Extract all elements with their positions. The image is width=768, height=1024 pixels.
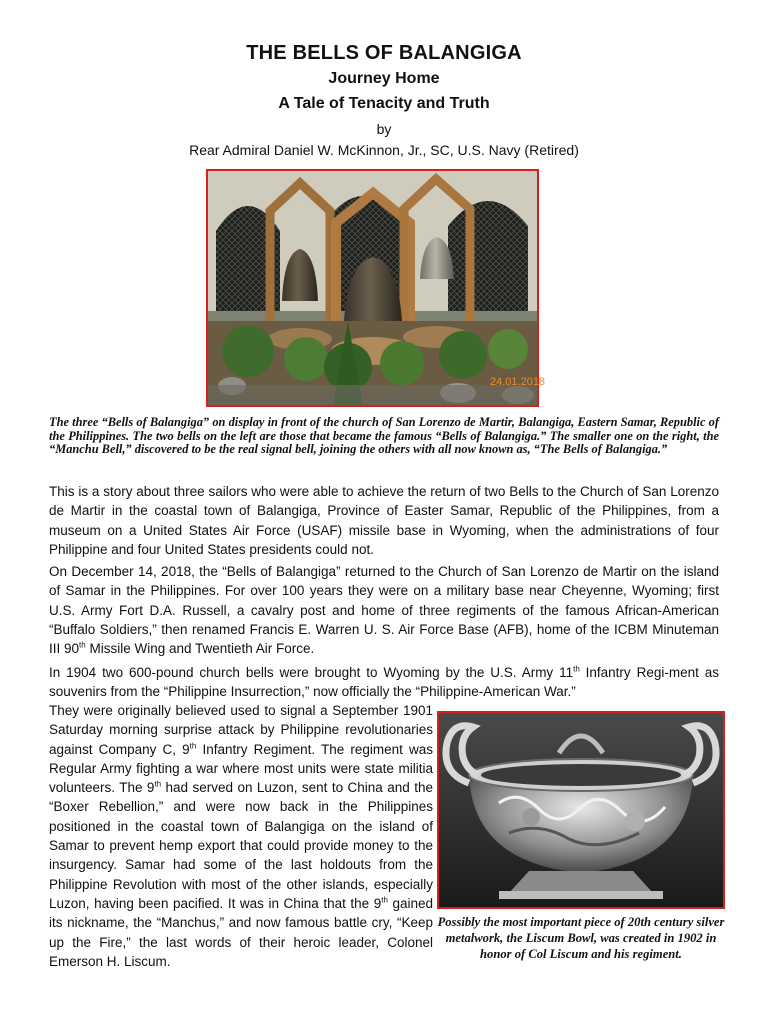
liscum-bowl-caption: Possibly the most important piece of 20th century silver metalwork, the Liscum Bowl, was created in 1902 in honor of Col Liscum and his regiment. bbox=[437, 915, 725, 961]
paragraph-return: On December 14, 2018, the “Bells of Balangiga” returned to the Church of San Lorenzo de Martir on the island of Samar in the Philippines. For over 100 years they were on a military base near Cheyenne, Wyoming; first U.S. Army Fort D.A. Russell, a cavalry post and home of three regiments of the famous African-American “Buffalo Soldiers,” then renamed Francis E. Warren U. S. Air Force Base (AFB), home of the ICBM Minuteman III 90th Missile Wing and Twentieth Air Force. bbox=[49, 564, 719, 657]
page-title: THE BELLS OF BALANGIGA bbox=[246, 42, 522, 64]
byline-by: by bbox=[376, 121, 392, 137]
bells-photo bbox=[206, 169, 546, 407]
paragraph-intro: This is a story about three sailors who were able to achieve the return of two Bells to the Church of San Lorenzo de Martir in the coastal town of Balangiga, Province of Easter Samar, Republic of the Philippines, from a museum on a United States Air Force (USAF) missile base in Wyoming, when the administrations of four Philippine and four United States presidents could not. bbox=[49, 484, 719, 557]
liscum-bowl-photo bbox=[437, 711, 725, 909]
liscum-bowl-illustration bbox=[439, 713, 723, 907]
author-name: Rear Admiral Daniel W. McKinnon, Jr., SC, U.S. Navy (Retired) bbox=[189, 142, 579, 158]
paragraph-1904: In 1904 two 600-pound church bells were brought to Wyoming by the U.S. Army 11th Infantry Regi-ment as souvenirs from the “Philippine Insurrection,” now officially the “Philippine-American War.” bbox=[49, 664, 719, 700]
bells-photo-illustration bbox=[208, 171, 546, 405]
photo-date-stamp: 24.01.2018 bbox=[490, 376, 546, 388]
paragraph-history: They were originally believed used to signal a September 1901 Saturday morning surprise attack by Philippine revolutionaries against Company C, 9th Infantry Regiment. The regiment was Regular Army fighting a war where most units were state militia volunteers. The 9th had served on Luzon, sent to China and the “Boxer Rebellion,” and were now back in the Philippines positioned in the coastal town of Balangiga on the island of Samar to prevent hemp export that could provide money to the insurgency. Samar had some of the last holdouts from the Philippine Revolution with most of the other islands, especially Luzon, having been pacified. It was in China that the 9th gained its nickname, the “Manchus,” and now famous battle cry, “Keep up the Fire,” the last words of their heroic leader, Colonel Emerson H. Liscum. bbox=[49, 703, 433, 969]
subtitle-journey-home: Journey Home bbox=[328, 70, 440, 87]
subtitle-tale: A Tale of Tenacity and Truth bbox=[278, 95, 490, 112]
bells-photo-caption: The three “Bells of Balangiga” on display in front of the church of San Lorenzo de Martir, Balangiga, Eastern Samar, Republic of the Philippines. The two bells on the left are those that became the famous “Bells of Balangiga.” The smaller one on the right, the “Manchu Bell,” discovered to be the real signal bell, joining the others with all now known as, “The Bells of Balangiga.” bbox=[49, 415, 719, 457]
